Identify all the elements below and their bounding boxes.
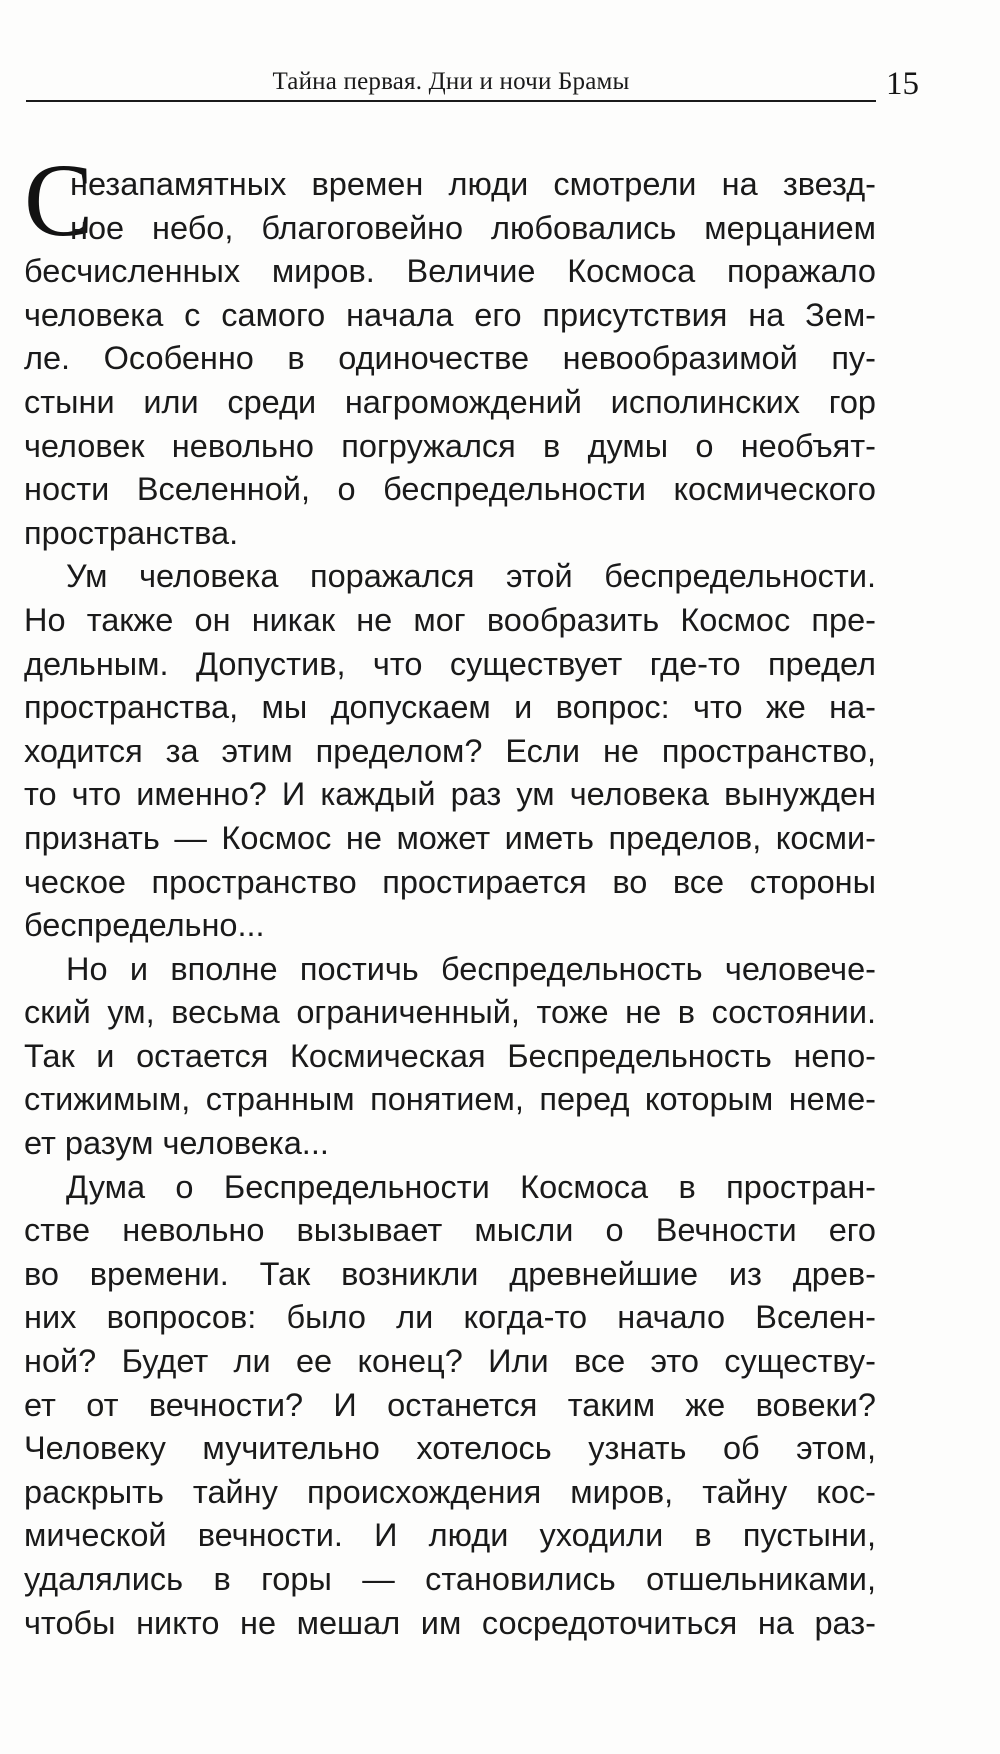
running-title: Тайна первая. Дни и ночи Брамы <box>272 68 630 95</box>
text-line: удалялись в горы — становились отшельниками, <box>24 1561 876 1597</box>
text-line: то что именно? И каждый раз ум человека вынужден <box>24 776 876 813</box>
text-line: стыни или среди нагромождений исполинских гор <box>24 383 876 420</box>
text-line: ле. Особенно в одиночестве невообразимой пу- <box>24 340 876 377</box>
header-rule <box>26 100 876 102</box>
text-line: стижимым, странным понятием, перед которым неме- <box>24 1081 876 1118</box>
text-line: Но также он никак не мог вообразить Космос пре- <box>24 601 876 638</box>
text-line: чтобы никто не мешал им сосредоточиться на раз- <box>24 1604 876 1641</box>
text-line: ности Вселенной, о беспредельности космического <box>24 471 876 508</box>
text-line: них вопросов: было ли когда-то начало Вселен- <box>24 1299 876 1336</box>
drop-cap: С <box>24 143 94 258</box>
paragraph-2 <box>24 555 876 947</box>
text-line: дельным. Допустив, что существует где-то предел <box>24 645 876 682</box>
text-line: С незапамятных времен люди смотрели на звезд- <box>24 143 876 258</box>
page-number: 15 <box>886 66 919 102</box>
text-line: ет разум человека... <box>24 1125 329 1162</box>
text-line: ходится за этим пределом? Если не пространство, <box>24 732 876 769</box>
text-line: человека с самого начала его присутствия на Зем- <box>24 296 876 333</box>
text-line: стве невольно вызывает мысли о Вечности его <box>24 1212 876 1249</box>
text-line: Так и остается Космическая Беспредельность непо- <box>24 1037 876 1074</box>
text-line: во времени. Так возникли древнейшие из древ- <box>24 1255 876 1292</box>
text-line: Ум человека поражался этой беспредельности. <box>66 558 876 595</box>
body-text <box>24 143 876 1645</box>
text-line: Дума о Беспредельности Космоса в простран- <box>66 1168 876 1205</box>
text-line: ский ум, весьма ограниченный, тоже не в состоянии. <box>24 994 876 1031</box>
paragraph-4 <box>24 1166 876 1646</box>
text-line: ет от вечности? И останется таким же вовеки? <box>24 1386 876 1423</box>
text-line: бесчисленных миров. Величие Космоса поражало <box>24 253 876 290</box>
text-line: беспредельно... <box>24 907 265 944</box>
text-line: ное небо, благоговейно любовались мерцанием <box>70 209 876 246</box>
text-line: человек невольно погружался в думы о необъят- <box>24 427 876 464</box>
text-line: ной? Будет ли ее конец? Или все это существу- <box>24 1343 876 1380</box>
paragraph-3 <box>24 948 876 1166</box>
text-line: Но и вполне постичь беспредельность человече- <box>66 950 876 987</box>
text-line: признать — Космос не может иметь пределов, косми- <box>24 819 876 856</box>
text-line: раскрыть тайну происхождения миров, тайну кос- <box>24 1473 876 1510</box>
paragraph-1 <box>24 143 876 555</box>
running-header <box>26 62 876 102</box>
text-line: пространства, мы допускаем и вопрос: что же на- <box>24 689 876 726</box>
text-line: Человеку мучительно хотелось узнать об этом, <box>24 1430 876 1467</box>
text-line: пространства. <box>24 514 239 551</box>
text-line: мической вечности. И люди уходили в пустыни, <box>24 1517 876 1554</box>
text-line: ческое пространство простирается во все стороны <box>24 863 876 900</box>
